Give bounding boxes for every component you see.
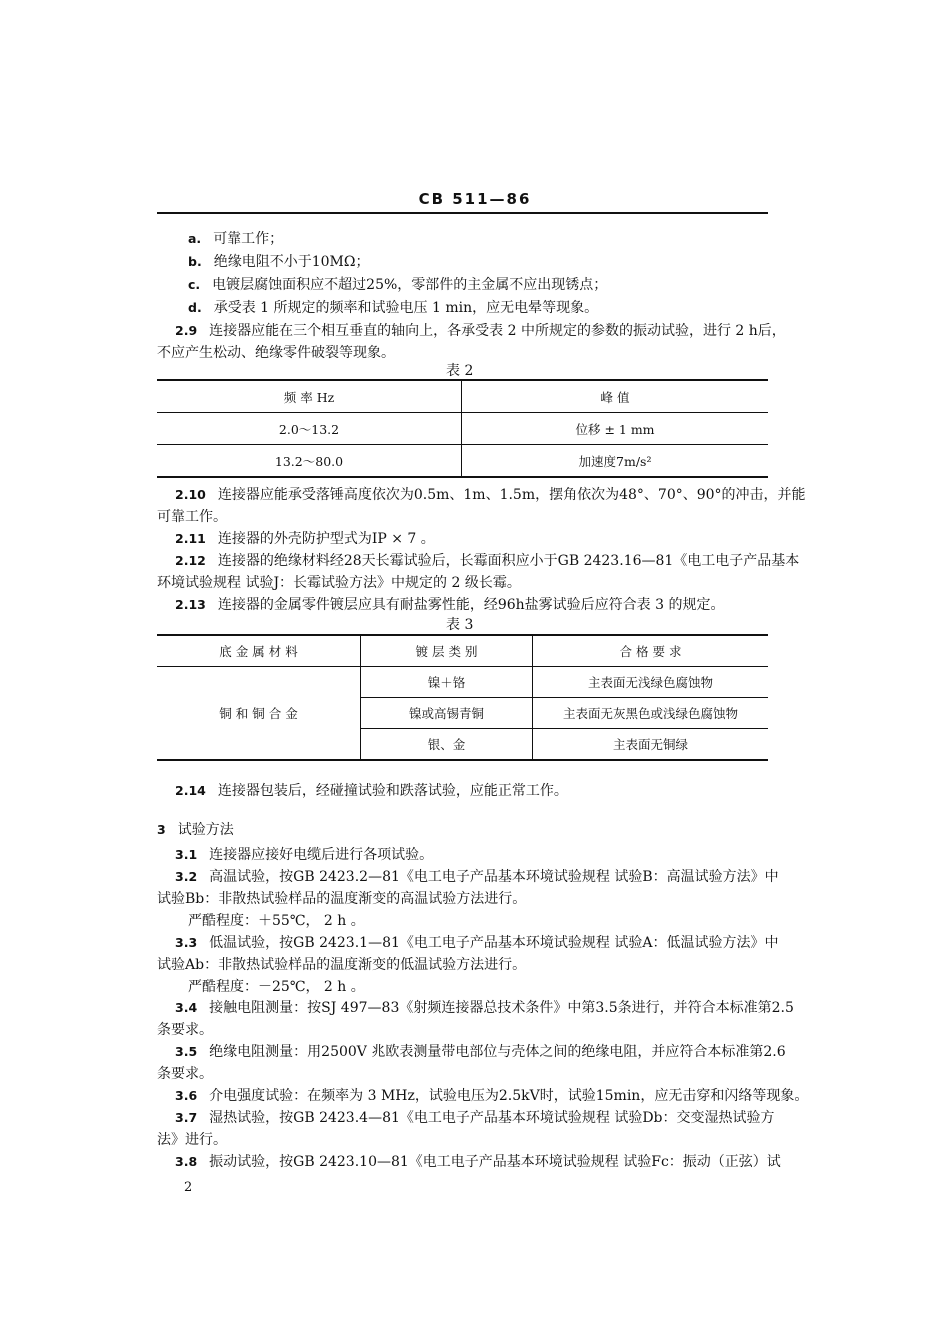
item-label: d. bbox=[188, 300, 202, 315]
table-cell: 位移 ± 1 mm bbox=[462, 413, 769, 445]
table-row bbox=[157, 413, 768, 445]
clause-text: 连接器应接好电缆后进行各项试验。 bbox=[209, 847, 434, 863]
clause-number: 3.2 bbox=[175, 869, 198, 884]
table-2 bbox=[157, 379, 768, 478]
document-header: CB 511—86 bbox=[418, 190, 532, 208]
clause-text: 振动试验，按GB 2423.10—81《电工电子产品基本环境试验规程 试验Fc：振动（正弦）试 bbox=[209, 1154, 781, 1170]
item-label: b. bbox=[188, 254, 202, 269]
clause-number: 3.3 bbox=[175, 935, 198, 950]
table-cell: 银、金 bbox=[361, 729, 533, 761]
base-metal-cell: 铜 和 铜 合 金 bbox=[157, 667, 361, 761]
section-3-heading bbox=[157, 821, 234, 839]
item-b bbox=[188, 253, 369, 271]
table2-caption: 表 2 bbox=[446, 363, 474, 379]
table-header-row bbox=[157, 380, 768, 413]
clause-text: 接触电阻测量：按SJ 497—83《射频连接器总技术条件》中第3.5条进行，并符合本标准第2.5 bbox=[209, 1000, 794, 1016]
clause-text: 连接器应能承受落锤高度依次为0.5m、1m、1.5m，摆角依次为48°、70°、90°的冲击，并能 bbox=[217, 487, 806, 503]
clause-number: 2.11 bbox=[175, 531, 206, 546]
clause-2-12 bbox=[175, 552, 799, 570]
clause-text: 连接器应能在三个相互垂直的轴向上，各承受表 2 中所规定的参数的振动试验，进行 2 h后， bbox=[209, 323, 786, 339]
table-cell: 主表面无浅绿色腐蚀物 bbox=[533, 667, 769, 698]
clause-2-10 bbox=[175, 486, 806, 504]
header-rule bbox=[157, 212, 768, 214]
table3-caption: 表 3 bbox=[446, 617, 474, 633]
table-header-cell: 镀 层 类 别 bbox=[361, 635, 533, 667]
clause-number: 2.12 bbox=[175, 553, 206, 568]
item-text: 承受表 1 所规定的频率和试验电压 1 min，应无电晕等现象。 bbox=[213, 300, 599, 316]
item-a bbox=[188, 230, 283, 248]
clause-3-4-cont: 条要求。 bbox=[157, 1022, 213, 1038]
item-label: c. bbox=[188, 277, 201, 292]
clause-3-2 bbox=[175, 868, 779, 886]
table-row bbox=[157, 445, 768, 478]
item-label: a. bbox=[188, 231, 202, 246]
clause-text: 连接器包装后，经碰撞试验和跌落试验，应能正常工作。 bbox=[217, 783, 568, 799]
table-cell: 镍或高锡青铜 bbox=[361, 698, 533, 729]
clause-number: 3.6 bbox=[175, 1088, 198, 1103]
clause-2-9 bbox=[175, 322, 786, 340]
table-cell: 13.2～80.0 bbox=[157, 445, 462, 478]
table-header-cell: 合 格 要 求 bbox=[533, 635, 769, 667]
clause-number: 2.14 bbox=[175, 783, 206, 798]
table-cell: 加速度7m/s² bbox=[462, 445, 769, 478]
clause-text: 连接器的绝缘材料经28天长霉试验后，长霉面积应小于GB 2423.16—81《电工电子产品基本 bbox=[217, 553, 800, 569]
clause-number: 2.13 bbox=[175, 597, 206, 612]
clause-number: 2.10 bbox=[175, 487, 206, 502]
clause-3-7 bbox=[175, 1109, 775, 1127]
item-d bbox=[188, 299, 598, 317]
table-cell: 主表面无灰黑色或浅绿色腐蚀物 bbox=[533, 698, 769, 729]
clause-3-5 bbox=[175, 1043, 786, 1061]
clause-3-5-cont: 条要求。 bbox=[157, 1066, 213, 1082]
table-row bbox=[157, 667, 768, 698]
clause-2-12-cont: 环境试验规程 试验J：长霉试验方法》中规定的 2 级长霉。 bbox=[157, 575, 521, 591]
section-number: 3 bbox=[157, 822, 166, 837]
clause-3-3-severity: 严酷程度：－25℃， 2 h 。 bbox=[188, 979, 365, 995]
clause-3-2-cont: 试验Bb：非散热试验样品的温度渐变的高温试验方法进行。 bbox=[157, 891, 527, 907]
clause-3-3 bbox=[175, 934, 778, 952]
table-header-cell: 峰 值 bbox=[462, 380, 769, 413]
table-header-cell: 频 率 Hz bbox=[283, 389, 335, 405]
item-text: 绝缘电阻不小于10MΩ； bbox=[213, 254, 370, 270]
clause-3-2-severity: 严酷程度：＋55℃， 2 h 。 bbox=[188, 913, 365, 929]
item-c bbox=[188, 276, 607, 294]
clause-2-14 bbox=[175, 782, 568, 800]
page-number: 2 bbox=[184, 1180, 193, 1195]
clause-text: 低温试验，按GB 2423.1—81《电工电子产品基本环境试验规程 试验A：低温试验方法》中 bbox=[209, 935, 779, 951]
clause-3-4 bbox=[175, 999, 794, 1017]
table-header-cell: 底 金 属 材 料 bbox=[157, 635, 361, 667]
clause-2-9-cont: 不应产生松动、绝缘零件破裂等现象。 bbox=[157, 345, 395, 361]
table-cell: 主表面无铜绿 bbox=[533, 729, 769, 761]
clause-number: 3.5 bbox=[175, 1044, 198, 1059]
clause-3-8 bbox=[175, 1153, 781, 1171]
clause-text: 介电强度试验：在频率为 3 MHz，试验电压为2.5kV时，试验15min，应无击穿和闪络等现象。 bbox=[209, 1088, 809, 1104]
clause-number: 2.9 bbox=[175, 323, 198, 338]
clause-text: 湿热试验，按GB 2423.4—81《电工电子产品基本环境试验规程 试验Db：交变湿热试验方 bbox=[209, 1110, 775, 1126]
clause-text: 连接器的金属零件镀层应具有耐盐雾性能，经96h盐雾试验后应符合表 3 的规定。 bbox=[217, 597, 725, 613]
clause-text: 高温试验，按GB 2423.2—81《电工电子产品基本环境试验规程 试验B：高温试验方法》中 bbox=[209, 869, 779, 885]
table-header-row bbox=[157, 635, 768, 667]
item-text: 可靠工作； bbox=[213, 231, 284, 247]
clause-2-13 bbox=[175, 596, 724, 614]
clause-number: 3.1 bbox=[175, 847, 198, 862]
clause-3-3-cont: 试验Ab：非散热试验样品的温度渐变的低温试验方法进行。 bbox=[157, 957, 527, 973]
clause-3-6 bbox=[175, 1087, 808, 1105]
clause-number: 3.4 bbox=[175, 1000, 198, 1015]
clause-text: 连接器的外壳防护型式为IP × 7 。 bbox=[217, 531, 435, 547]
table-cell: 2.0～13.2 bbox=[157, 413, 462, 445]
table-cell: 镍＋铬 bbox=[361, 667, 533, 698]
table-3 bbox=[157, 634, 768, 761]
clause-number: 3.7 bbox=[175, 1110, 198, 1125]
section-title: 试验方法 bbox=[177, 822, 234, 838]
clause-number: 3.8 bbox=[175, 1154, 198, 1169]
item-text: 电镀层腐蚀面积应不超过25%，零部件的主金属不应出现锈点； bbox=[212, 277, 608, 293]
clause-3-7-cont: 法》进行。 bbox=[157, 1132, 227, 1148]
clause-2-10-cont: 可靠工作。 bbox=[157, 509, 227, 525]
clause-3-1 bbox=[175, 846, 433, 864]
clause-text: 绝缘电阻测量：用2500V 兆欧表测量带电部位与壳体之间的绝缘电阻，并应符合本标准第2.6 bbox=[209, 1044, 786, 1060]
clause-2-11 bbox=[175, 530, 435, 548]
